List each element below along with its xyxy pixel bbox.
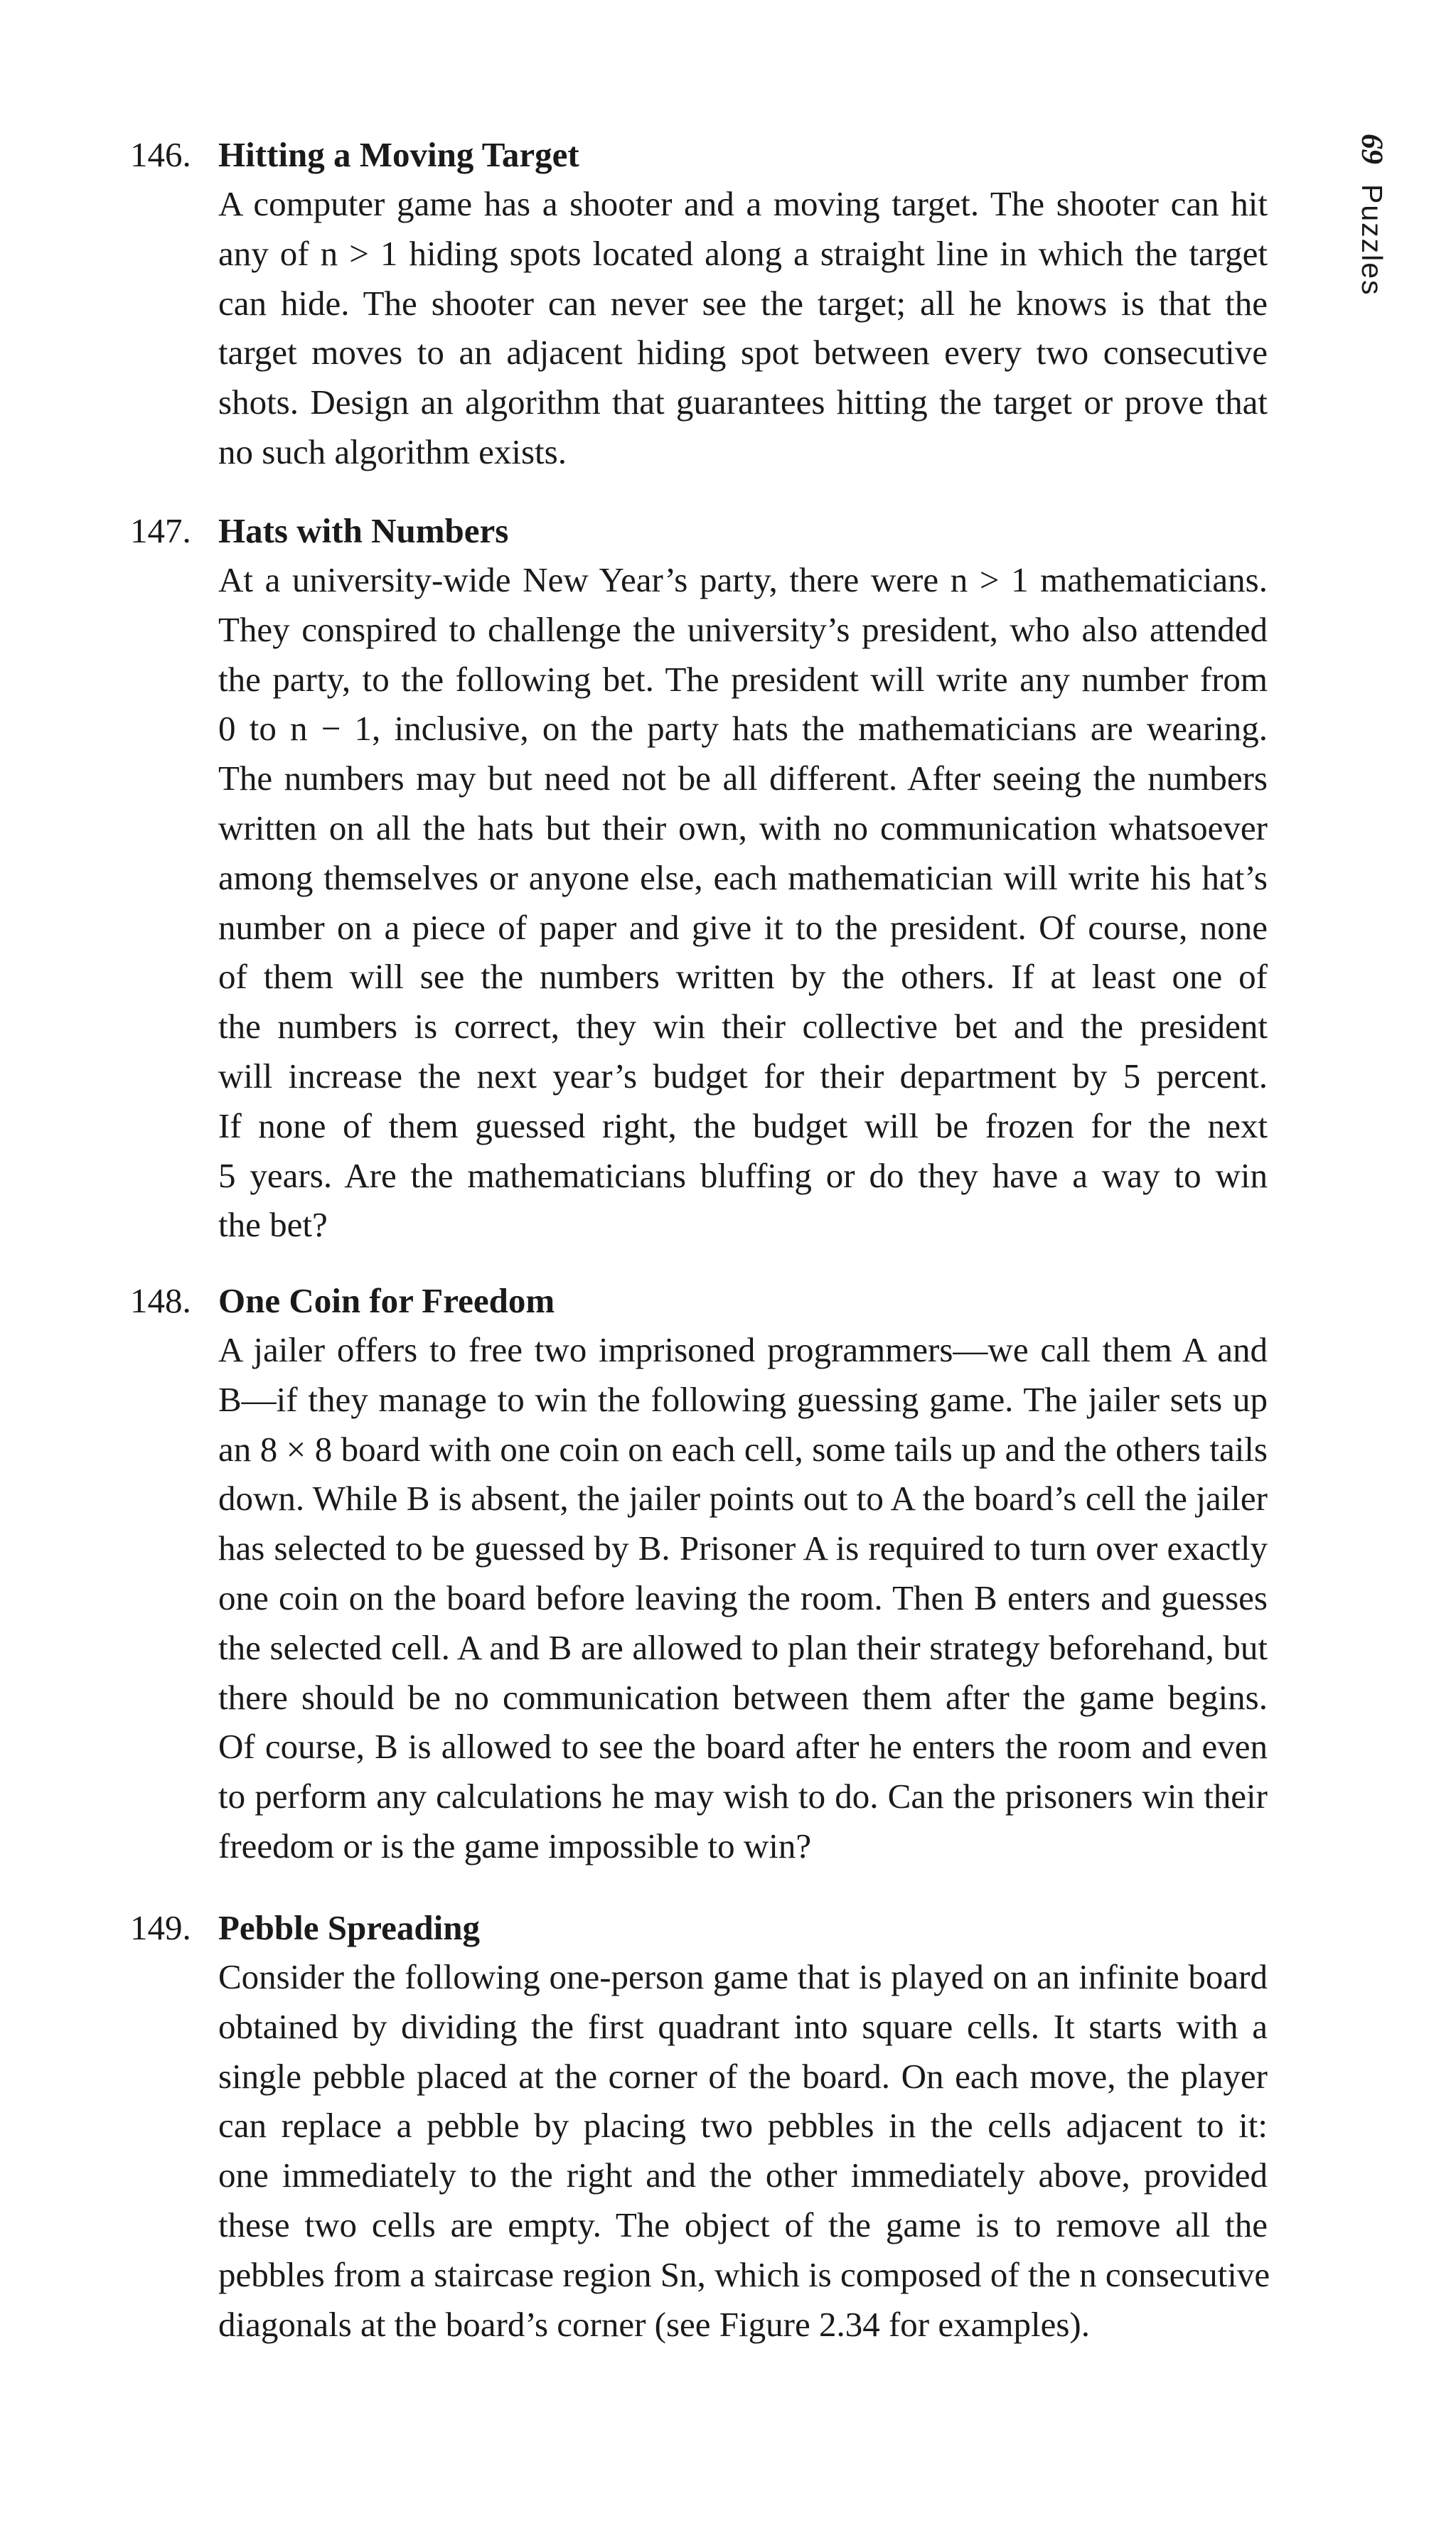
body-line: B—if they manage to win the following guessing game. The jailer sets up	[218, 1379, 1268, 1419]
problem-147	[130, 507, 1268, 1250]
body-line: the bet?	[218, 1205, 328, 1245]
body-line: 5 years. Are the mathematicians bluffing or do they have a way to win	[218, 1155, 1268, 1195]
running-head	[1329, 134, 1415, 347]
problem-body	[218, 1952, 1268, 2349]
running-head-text	[1354, 134, 1390, 296]
body-line: the party, to the following bet. The president will write any number from	[218, 659, 1268, 699]
body-line: an 8 × 8 board with one coin on each cell, some tails up and the others tails	[218, 1429, 1268, 1469]
body-line: number on a piece of paper and give it to the president. Of course, none	[218, 907, 1268, 947]
problem-146	[130, 131, 1268, 477]
page-number: 69	[1355, 134, 1388, 164]
body-line: one coin on the board before leaving the room. Then B enters and guesses	[218, 1578, 1268, 1617]
problem-number: 149.	[130, 1908, 191, 1947]
problem-body	[218, 1325, 1268, 1871]
problem-heading	[130, 131, 1268, 179]
body-line: one immediately to the right and the other immediately above, provided	[218, 2156, 1268, 2195]
body-line: A computer game has a shooter and a moving target. The shooter can hit	[218, 184, 1268, 223]
problem-heading	[130, 1277, 1268, 1325]
problem-title: One Coin for Freedom	[218, 1281, 555, 1320]
section-title: Puzzles	[1356, 184, 1388, 296]
body-line: no such algorithm exists.	[218, 432, 567, 471]
body-line: the selected cell. A and B are allowed to plan their strategy beforehand, but	[218, 1627, 1268, 1667]
body-line: freedom or is the game impossible to win?	[218, 1826, 812, 1865]
problem-number: 148.	[130, 1281, 191, 1320]
body-line: single pebble placed at the corner of the board. On each move, the player	[218, 2056, 1268, 2096]
problem-heading	[130, 1904, 1268, 1952]
body-line: obtained by dividing the first quadrant into square cells. It starts with a	[218, 2006, 1268, 2046]
body-line: target moves to an adjacent hiding spot between every two consecutive	[218, 333, 1268, 373]
body-line: to perform any calculations he may wish to do. Can the prisoners win their	[218, 1777, 1268, 1816]
problem-number: 146.	[130, 135, 191, 174]
body-line: can hide. The shooter can never see the target; all he knows is that the	[218, 283, 1268, 323]
body-line: Of course, B is allowed to see the board after he enters the room and even	[218, 1727, 1268, 1767]
body-line: among themselves or anyone else, each mathematician will write his hat’s	[218, 857, 1268, 897]
body-line: 0 to n − 1, inclusive, on the party hats the mathematicians are wearing.	[218, 709, 1268, 749]
body-line: Consider the following one-person game that is played on an infinite board	[218, 1957, 1268, 1996]
body-line: A jailer offers to free two imprisoned programmers—we call them A and	[218, 1330, 1268, 1369]
body-line: If none of them guessed right, the budget will be frozen for the next	[218, 1105, 1268, 1145]
body-line: has selected to be guessed by B. Prisoner A is required to turn over exactly	[218, 1529, 1268, 1568]
body-line: there should be no communication between them after the game begins.	[218, 1677, 1268, 1717]
body-line: of them will see the numbers written by the others. If at least one of	[218, 957, 1268, 997]
body-line: any of n > 1 hiding spots located along a straight line in which the target	[218, 233, 1268, 273]
problem-title: Hitting a Moving Target	[218, 135, 579, 174]
problem-148	[130, 1277, 1268, 1871]
body-line: these two cells are empty. The object of the game is to remove all the	[218, 2205, 1268, 2244]
problem-body	[218, 179, 1268, 477]
body-line: the numbers is correct, they win their collective bet and the president	[218, 1007, 1268, 1046]
body-line: pebbles from a staircase region Sn, which is composed of the n consecutive	[218, 2254, 1270, 2294]
problem-title: Hats with Numbers	[218, 511, 509, 550]
body-line: will increase the next year’s budget for their department by 5 percent.	[218, 1056, 1268, 1096]
body-line: shots. Design an algorithm that guarantees hitting the target or prove that	[218, 382, 1268, 422]
body-line: down. While B is absent, the jailer points out to A the board’s cell the jailer	[218, 1479, 1268, 1519]
problem-title: Pebble Spreading	[218, 1908, 481, 1947]
body-line: At a university-wide New Year’s party, there were n > 1 mathematicians.	[218, 560, 1268, 599]
problem-body	[218, 555, 1268, 1250]
body-line: The numbers may but need not be all different. After seeing the numbers	[218, 759, 1268, 798]
problem-number: 147.	[130, 511, 191, 550]
body-line: written on all the hats but their own, with no communication whatsoever	[218, 808, 1268, 847]
body-line: They conspired to challenge the university’s president, who also attended	[218, 609, 1268, 649]
body-line: diagonals at the board’s corner (see Figure 2.34 for examples).	[218, 2304, 1090, 2344]
problem-heading	[130, 507, 1268, 555]
problem-149	[130, 1904, 1268, 2349]
body-line: can replace a pebble by placing two pebbles in the cells adjacent to it:	[218, 2106, 1268, 2146]
